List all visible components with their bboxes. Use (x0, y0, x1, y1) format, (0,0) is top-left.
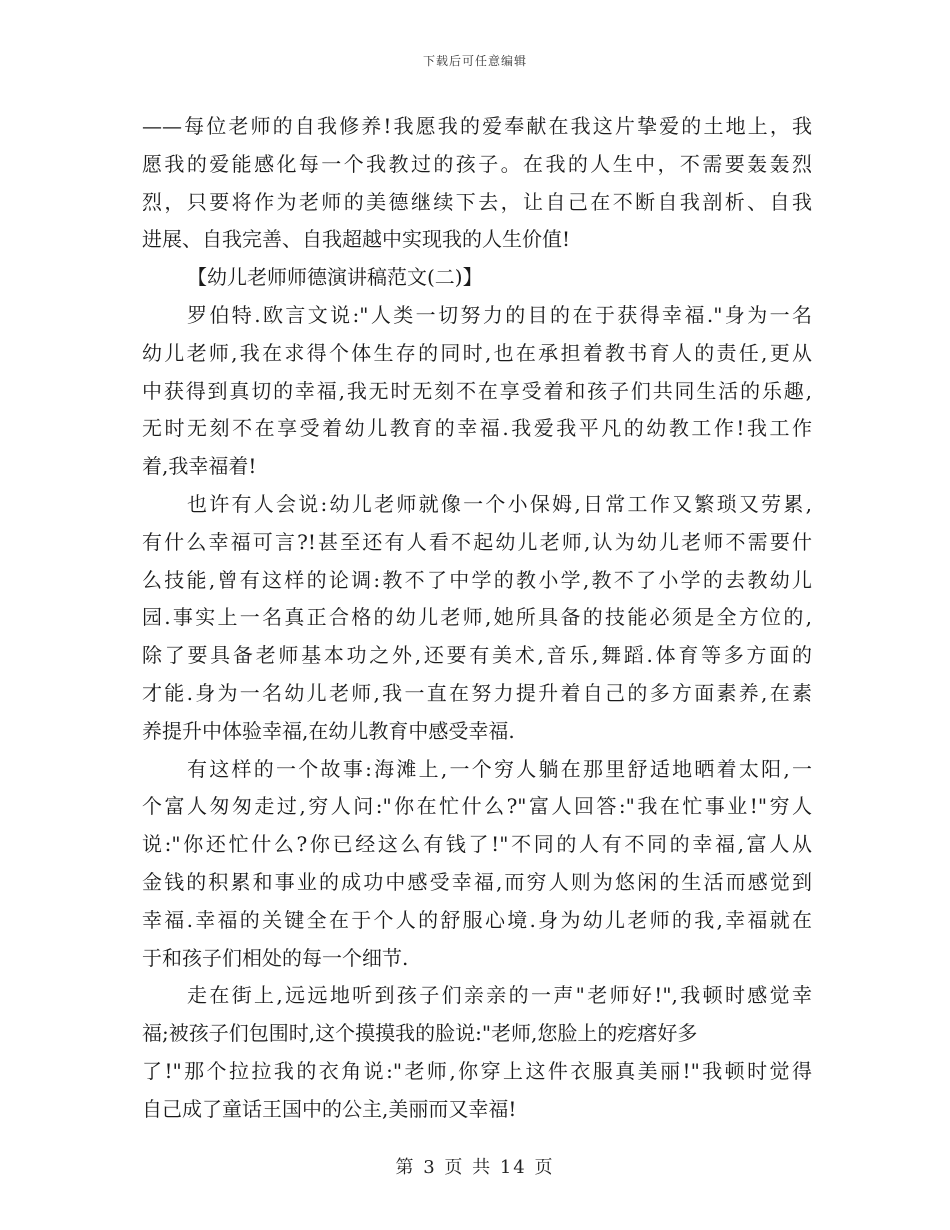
paragraph-line: 也许有人会说:幼儿老师就像一个小保姆,日常工作又繁琐又劳累, (187, 491, 812, 516)
paragraph-line: 养提升中体验幸福,在幼儿教育中感受幸福. (142, 718, 515, 743)
paragraph-line: 进展、自我完善、自我超越中实现我的人生价值! (142, 227, 571, 252)
paragraph-line: ——每位老师的自我修养!我愿我的爱奉献在我这片挚爱的土地上，我 (142, 114, 812, 138)
paragraph-line: 幸福.幸福的关键全在于个人的舒服心境.身为幼儿老师的我,幸福就在 (142, 907, 812, 932)
paragraph-line: 于和孩子们相处的每一个细节. (142, 945, 409, 970)
paragraph-line: 幼儿老师,我在求得个体生存的同时,也在承担着教书育人的责任,更从 (142, 340, 812, 365)
document-body (142, 108, 812, 1129)
paragraph-line: 着,我幸福着! (142, 454, 257, 479)
page-header: 下载后可任意编辑 (422, 54, 527, 68)
paragraph-line: 烈，只要将作为老师的美德继续下去，让自己在不断自我剖析、自我 (142, 189, 812, 214)
paragraph-line: 愿我的爱能感化每一个我教过的孩子。在我的人生中，不需要轰轰烈 (142, 151, 812, 176)
paragraph-line: 个富人匆匆走过,穷人问:"你在忙什么?"富人回答:"我在忙事业!"穷人 (142, 794, 812, 819)
paragraph-line: 金钱的积累和事业的成功中感受幸福,而穷人则为悠闲的生活而感觉到 (142, 869, 812, 894)
paragraph-line: 自己成了童话王国中的公主,美丽而又幸福! (142, 1096, 517, 1121)
section-title: 【幼儿老师师德演讲稿范文(二)】 (187, 265, 483, 290)
page-footer: 第 3 页 共 14 页 (395, 1157, 555, 1178)
paragraph-line: 才能.身为一名幼儿老师,我一直在努力提升着自己的多方面素养,在素 (142, 680, 812, 705)
paragraph-line: 说:"你还忙什么?你已经这么有钱了!"不同的人有不同的幸福,富人从 (142, 832, 812, 857)
paragraph-line: 中获得到真切的幸福,我无时无刻不在享受着和孩子们共同生活的乐趣, (142, 378, 812, 403)
paragraph-line: 了!"那个拉拉我的衣角说:"老师,你穿上这件衣服真美丽!"我顿时觉得 (142, 1058, 812, 1083)
paragraph-line: 有什么幸福可言?!甚至还有人看不起幼儿老师,认为幼儿老师不需要什 (142, 529, 812, 554)
paragraph-line: 么技能,曾有这样的论调:教不了中学的教小学,教不了小学的去教幼儿 (142, 567, 812, 592)
paragraph-line: 除了要具备老师基本功之外,还要有美术,音乐,舞蹈.体育等多方面的 (142, 643, 812, 668)
paragraph-line: 无时无刻不在享受着幼儿教育的幸福.我爱我平凡的幼教工作!我工作 (142, 416, 812, 441)
paragraph-line: 福;被孩子们包围时,这个摸摸我的脸说:"老师,您脸上的疙瘩好多 (142, 1021, 698, 1046)
paragraph-line: 罗伯特.欧言文说:"人类一切努力的目的在于获得幸福."身为一名 (187, 302, 812, 327)
paragraph-line: 有这样的一个故事:海滩上,一个穷人躺在那里舒适地晒着太阳,一 (187, 756, 812, 781)
paragraph-line: 园.事实上一名真正合格的幼儿老师,她所具备的技能必须是全方位的, (142, 605, 812, 630)
paragraph-line: 走在街上,远远地听到孩子们亲亲的一声"老师好!",我顿时感觉幸 (187, 983, 812, 1008)
